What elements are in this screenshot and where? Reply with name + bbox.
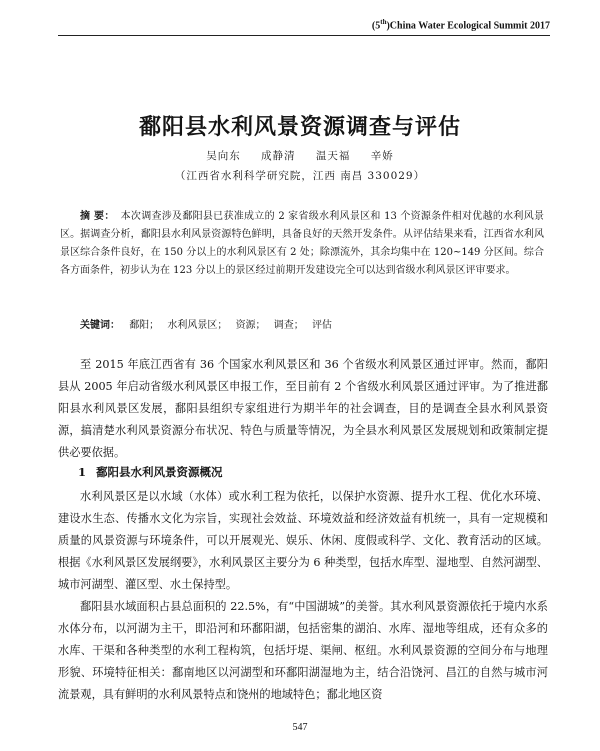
header-edition-sup: th bbox=[380, 18, 387, 26]
keyword: 水利风景区； bbox=[167, 320, 228, 331]
affiliation: （江西省水利科学研究院，江西 南昌 330029） bbox=[174, 170, 426, 182]
intro-paragraph: 至 2015 年底江西省有 36 个国家水利风景区和 36 个省级水利风景区通过评审。然而，鄱阳县从 2005 年启动省级水利风景区申报工作，至目前有 2 个省级水利风景区通过评审。为了推进鄱阳县水利风景区发展，鄱阳县组织专家组进行为期半年的社会调查，目的是调查全县水利风景资源，搞清楚水利风景资源分布状况、特色与质量等情况，为全县水利风景区发展规划和政策制定提供必要依据。 bbox=[58, 358, 548, 459]
keyword: 资源； bbox=[235, 320, 266, 331]
body-paragraph: 水利风景区是以水域（水体）或水利工程为依托，以保护水资源、提升水工程、优化水环境、建设水生态、传播水文化为宗旨，实现社会效益、环境效益和经济效益有机统一，具有一定规模和质量的风景资源与环境条件，可以开展观光、娱乐、休闲、度假或科学、文化、教育活动的区域。根据《水利风景区发展纲要》，水利风景区主要分为 6 种类型，包括水库型、湿地型、自然河湖型、城市河湖型、灌区型、水土保持型。 bbox=[58, 490, 548, 591]
keyword: 评估 bbox=[311, 320, 332, 331]
keyword: 鄱阳； bbox=[129, 320, 160, 331]
keywords-label: 关键词： bbox=[80, 320, 120, 331]
author-list bbox=[0, 148, 600, 163]
author: 温天福 bbox=[315, 150, 351, 162]
section-number: 1 bbox=[78, 465, 87, 479]
page-number: 547 bbox=[292, 722, 308, 733]
author: 辛娇 bbox=[370, 150, 394, 162]
body-paragraph: 鄱阳县水域面积占县总面积的 22.5%，有“中国湖城”的美誉。其水利风景资源依托于境内水系水体分布，以河湖为主干，即沿河和环鄱阳湖，包括密集的湖泊、水库、湿地等组成，还有众多的水库、干渠和各种类型的水利工程构筑，包括圩堤、渠闸、枢纽。水利风景资源的空间分布与地理形貌、环境特征相关：鄱南地区以河湖型和环鄱阳湖湿地为主，结合沿饶河、昌江的自然与城市河流景观，具有鲜明的水利风景特点和饶州的地域特色；鄱北地区资 bbox=[58, 600, 548, 701]
abstract-label: 摘 要： bbox=[80, 211, 115, 222]
author: 成静清 bbox=[261, 150, 296, 162]
author: 吴向东 bbox=[206, 150, 241, 162]
section-heading bbox=[78, 464, 223, 480]
abstract-text: 本次调查涉及鄱阳县已获准成立的 2 家省级水利风景区和 13 个资源条件相对优越的水利风景区。据调查分析，鄱阳县水利风景资源特色鲜明，具备良好的天然开发条件。从评估结果来看，江西省水利风景区综合条件良好，在 150 分以上的水利风景区有 2 处；除漂流外，其余均集中在 120~149 分区间。综合各方面条件，初步认为在 123 分以上的景区经过前期开发建设完全可以达到省级水利风景区评审要求。 bbox=[60, 211, 545, 276]
header-edition-num: (5 bbox=[371, 20, 381, 32]
keyword: 调查； bbox=[273, 320, 304, 331]
section-title: 鄱阳县水利风景资源概况 bbox=[96, 465, 223, 479]
keywords bbox=[80, 316, 337, 331]
paper-title: 鄱阳县水利风景资源调查与评估 bbox=[138, 114, 461, 140]
abstract bbox=[60, 208, 544, 280]
running-header bbox=[58, 18, 550, 36]
header-conference-name: )China Water Ecological Summit 2017 bbox=[386, 20, 550, 32]
